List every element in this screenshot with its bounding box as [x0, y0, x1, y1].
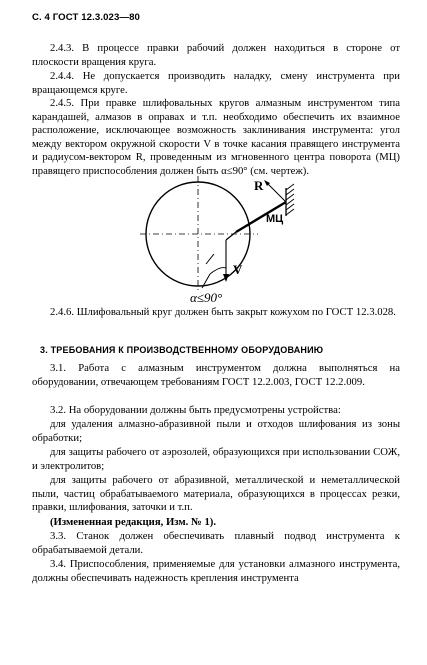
paragraph-3-2-c: для защиты рабочего от абразивной, металлической и неметаллической пыли, частиц обрабатываемого материала, образующихся в процессах резки, правки, шлифования, заточки и т.п.: [32, 474, 400, 514]
angle-arc: [210, 268, 226, 274]
paragraph-3-1: 3.1. Работа с алмазным инструментом должна выполняться на оборудовании, отвечающем требованиям ГОСТ 12.2.003, ГОСТ 12.2.009.: [32, 362, 400, 388]
label-MC: МЦ: [266, 213, 284, 225]
paragraph-2-4-5: 2.4.5. При правке шлифовальных кругов алмазным инструментом типа карандашей, алмазов в оправах и т.п. необходимо обеспечить их взаимное расположение, исключающее возможность заклинивания инструмента: угол между вектором окружной скорости V в точке касания правящего инструмента и радиусом-вектором R, проведенным из мгновенного центра поворота (МЦ) правящего приспособления должен быть α≤90° (см. чертеж).: [32, 97, 400, 177]
support-hatching: [286, 184, 294, 215]
label-R: R: [254, 178, 264, 193]
paragraph-3-2-a: для удаления алмазно-абразивной пыли и отходов шлифования из зоны обработки;: [32, 418, 400, 444]
section-3-heading: 3. ТРЕБОВАНИЯ К ПРОИЗВОДСТВЕННОМУ ОБОРУДОВАНИЮ: [40, 345, 324, 355]
paragraph-3-2: 3.2. На оборудовании должны быть предусмотрены устройства:: [50, 404, 341, 416]
dressing-diagram: [140, 170, 310, 310]
label-V: V: [233, 262, 243, 277]
paragraph-3-4: 3.4. Приспособления, применяемые для установки алмазного инструмента, должны обеспечивать надежность крепления инструмента: [32, 558, 400, 584]
radius-vector: [266, 182, 286, 202]
paragraph-2-4-3: 2.4.3. В процессе правки рабочий должен находиться в стороне от плоскости вращения круга.: [32, 42, 400, 68]
label-alpha: α≤90°: [190, 290, 223, 305]
paragraph-3-2-b: для защиты рабочего от аэрозолей, образующихся при использовании СОЖ, и электролитов;: [32, 446, 400, 472]
paragraph-2-4-6: 2.4.6. Шлифовальный круг должен быть закрыт кожухом по ГОСТ 12.3.028.: [50, 306, 396, 318]
dresser-tip: [226, 232, 236, 240]
page-header: С. 4 ГОСТ 12.3.023—80: [32, 12, 140, 23]
paragraph-3-3: 3.3. Станок должен обеспечивать плавный подвод инструмента к обрабатываемой детали.: [32, 530, 400, 556]
edit-note: (Измененная редакция, Изм. № 1).: [50, 516, 217, 528]
paragraph-2-4-4: 2.4.4. Не допускается производить наладку, смену инструмента при вращающемся круге.: [32, 70, 400, 96]
